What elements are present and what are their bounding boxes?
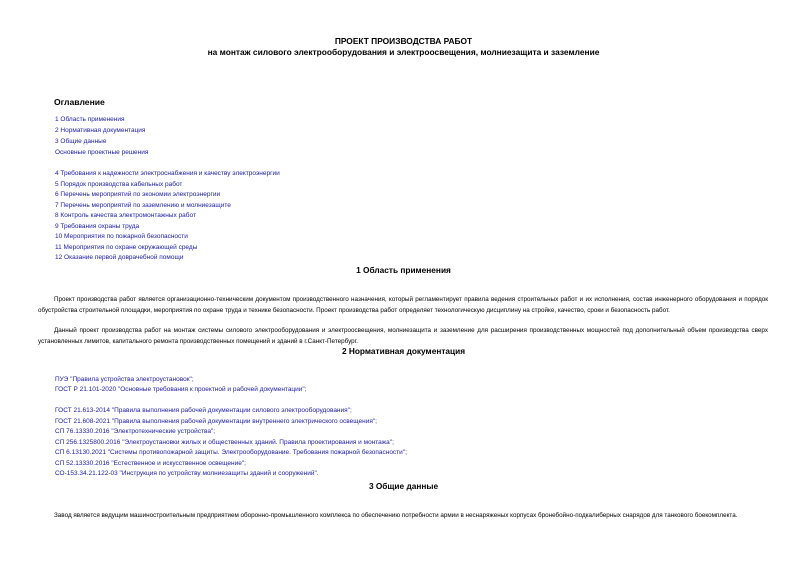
reference-link[interactable]: ГОСТ Р 21.101-2020 "Основные требования к проектной и рабочей документации"; <box>55 386 307 393</box>
toc-link[interactable]: 2 Нормативная документация <box>55 127 146 134</box>
reference-link[interactable]: СП 256.1325800.2016 "Электроустановки жилых и общественных зданий. Правила проектирования и монтажа"; <box>55 439 394 446</box>
section-heading: 3 Общие данные <box>368 481 439 491</box>
toc-link[interactable]: 7 Перечень мероприятий по заземлению и молниезащите <box>55 202 231 209</box>
toc-link[interactable]: 5 Порядок производства кабельных работ <box>55 181 183 188</box>
paragraph-text: Проект производства работ является организационно-техническим документом производственного назначения, который регламентирует правила ведения строительных работ и их исполнения, состав инженерного оборудования и порядок обустройства строительной площадки, мероприятия по охране труда и технике безопасности. Проект производства работ определяет технологическую дисциплину на стройке, качество, сроки и безопасность работ. <box>38 296 768 314</box>
reference-link[interactable]: ГОСТ 21.613-2014 "Правила выполнения рабочей документации силового электрооборудования"; <box>55 407 352 414</box>
section-heading: 2 Нормативная документация <box>341 346 466 356</box>
section-heading: 1 Область применения <box>356 265 451 275</box>
toc-link[interactable]: 11 Мероприятия по охране окружающей среды <box>55 244 198 251</box>
paragraph-text: Данный проект производства работ на монтаж системы силового электрооборудования и электроосвещения, молниезащита и заземление для расширения производственных мощностей под дополнительный объем производства сверх установленных лимитов, капитального ремонта производственных помещений и зданий в г.Санкт-Петербург. <box>38 327 768 345</box>
toc-link[interactable]: 9 Требования охраны труда <box>55 223 140 230</box>
document-subtitle: на монтаж силового электрооборудования и электроосвещения, молниезащита и заземление <box>207 47 600 57</box>
reference-link[interactable]: СО-153.34.21.122-03 "Инструкция по устройству молниезащиты зданий и сооружений". <box>55 470 319 477</box>
toc-link[interactable]: 6 Перечень мероприятий по экономии электроэнергии <box>55 191 221 198</box>
toc-link[interactable]: 8 Контроль качества электромонтажных работ <box>55 212 196 219</box>
reference-link[interactable]: СП 52.13330.2016 "Естественное и искусственное освещение"; <box>55 460 246 467</box>
paragraph <box>38 295 768 316</box>
paragraph-text: Завод является ведущим машиностроительным предприятием оборонно-промышленного комплекса по обеспечению потребности армии в неснаряженых корпусах бронебойно-подкалиберных снарядов для танкового боекомплекта. <box>54 512 738 519</box>
paragraph <box>38 326 768 347</box>
paragraph <box>38 511 768 522</box>
toc-link[interactable]: 12 Оказание первой доврачебной помощи <box>55 254 184 261</box>
reference-link[interactable]: ПУЭ "Правила устройства электроустановок"; <box>55 376 194 383</box>
document-title: ПРОЕКТ ПРОИЗВОДСТВА РАБОТ <box>334 36 473 46</box>
toc-link[interactable]: 4 Требования к надежности электроснабжения и качеству электроэнергии <box>55 170 280 177</box>
reference-link[interactable]: ГОСТ 21.608-2021 "Правила выполнения рабочей документации внутреннего электрического освещения"; <box>55 418 377 425</box>
toc-link[interactable]: 1 Область применения <box>55 116 125 123</box>
reference-link[interactable]: СП 76.13330.2016 "Электротехнические устройства"; <box>55 428 216 435</box>
toc-link[interactable]: Основные проектные решения <box>55 149 149 156</box>
reference-link[interactable]: СП 6.13130.2021 "Системы противопожарной защиты. Электрооборудование. Требования пожарной безопасности"; <box>55 449 407 456</box>
toc-link[interactable]: 3 Общие данные <box>55 138 107 145</box>
toc-heading: Оглавление <box>54 97 105 107</box>
toc-link[interactable]: 10 Мероприятия по пожарной безопасности <box>55 233 188 240</box>
